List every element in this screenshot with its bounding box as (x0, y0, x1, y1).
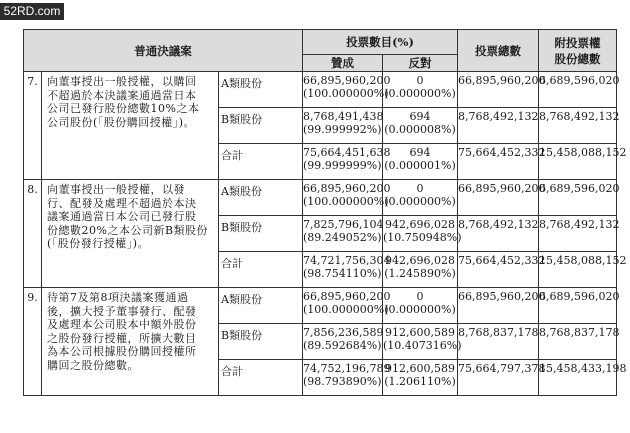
against-value: 942,696,028 (385, 254, 455, 267)
against-value: 912,600,589 (385, 362, 455, 375)
for-percent: (89.592684%) (303, 339, 382, 352)
resolution-description (42, 72, 219, 180)
total-votes: 75,664,797,378 (458, 360, 539, 396)
for-percent: (99.999992%) (303, 123, 382, 136)
against-percent: (0.000000%) (384, 195, 456, 208)
against-value: 694 (409, 146, 431, 159)
attached-shares: 8,768,492,132 (539, 216, 617, 252)
share-class-label: B類股份 (219, 324, 303, 360)
description-line: 及處理本公司股本中額外股份 (47, 318, 197, 331)
for-percent: (89.249052%) (303, 231, 382, 244)
header-attached-line2: 股份總數 (554, 51, 601, 66)
description-line: (「股份發行授權」)。 (47, 237, 150, 250)
table-row (24, 180, 617, 216)
voting-results-table (23, 29, 627, 396)
attached-shares: 6,689,596,020 (539, 180, 617, 216)
header-row (24, 30, 617, 55)
total-votes: 8,768,837,178 (458, 324, 539, 360)
against-percent: (1.245890%) (384, 267, 456, 280)
against-percent: (0.000008%) (384, 123, 456, 136)
against-value: 942,696,028 (385, 218, 455, 231)
for-votes (303, 180, 391, 216)
against-votes (383, 288, 458, 324)
for-percent: (98.793890%) (303, 375, 382, 388)
header-resolution: 普通決議案 (24, 30, 303, 72)
for-value: 7,856,236,589 (303, 326, 384, 339)
for-votes (303, 324, 383, 360)
description-line: 公司股份(「股份購回授權」)。 (47, 115, 196, 129)
description-line: 後，擴大授予董事發行、配發 (47, 304, 197, 318)
total-votes: 66,895,960,200 (458, 288, 539, 324)
resolution-description (42, 180, 219, 288)
share-class-label: B類股份 (219, 108, 303, 144)
for-percent: (98.754110%) (303, 267, 382, 280)
for-value: 7,825,796,104 (303, 218, 384, 231)
description-line: 份總數20%之本公司新B類股份 (47, 223, 209, 237)
description-line: 之股份發行授權，所擴大數目 (47, 331, 197, 345)
attached-shares: 6,689,596,020 (539, 72, 617, 108)
share-class-label: A類股份 (219, 180, 303, 216)
against-percent: (0.000000%) (384, 87, 456, 100)
for-votes (303, 108, 383, 144)
total-votes: 75,664,452,332 (458, 252, 539, 288)
against-value: 912,600,589 (385, 326, 455, 339)
description-line: 購回之股份總數。 (47, 358, 139, 372)
watermark-logo: 52RD.com (0, 3, 64, 20)
header-attached-line1: 附投票權 (554, 35, 601, 50)
description-line: 向董事授出一般授權，以購回 (47, 75, 197, 88)
against-votes (383, 180, 458, 216)
against-percent: (1.206110%) (384, 375, 456, 388)
for-votes (303, 360, 391, 396)
for-value: 74,721,756,304 (303, 254, 391, 267)
for-value: 66,895,960,200 (303, 74, 391, 87)
header-against: 反對 (383, 55, 458, 72)
share-class-label: B類股份 (219, 216, 303, 252)
attached-shares: 15,458,088,152 (539, 252, 617, 288)
for-percent: (100.000000%) (303, 195, 389, 208)
attached-shares: 15,458,433,198 (539, 360, 617, 396)
description-line: 不超過於本決議案通過當日本 (47, 88, 197, 102)
for-votes (303, 144, 391, 180)
description-line: 為本公司根據股份購回授權所 (47, 345, 197, 358)
total-votes: 66,895,960,200 (458, 180, 539, 216)
against-votes (383, 108, 458, 144)
attached-shares: 8,768,492,132 (539, 108, 617, 144)
against-percent: (0.000001%) (384, 159, 456, 172)
attached-shares: 6,689,596,020 (539, 288, 617, 324)
share-class-label: A類股份 (219, 288, 303, 324)
for-percent: (100.000000%) (303, 87, 389, 100)
for-percent: (100.000000%) (303, 303, 389, 316)
against-percent: (10.750948%) (383, 231, 462, 244)
against-percent: (10.407316%) (383, 339, 462, 352)
share-class-label: 合計 (219, 360, 303, 396)
resolution-description (42, 288, 219, 396)
description-line: 行、配發及處理不超過於本決 (47, 196, 197, 210)
share-class-label: 合計 (219, 252, 303, 288)
against-votes (383, 324, 462, 360)
against-votes (383, 252, 458, 288)
for-votes (303, 72, 391, 108)
for-value: 66,895,960,200 (303, 290, 391, 303)
description-line: 公司已發行股份總數10%之本 (47, 102, 200, 115)
for-percent: (99.999999%) (303, 159, 382, 172)
against-value: 0 (416, 182, 424, 195)
table-row (24, 288, 617, 324)
for-value: 66,895,960,200 (303, 182, 391, 195)
share-class-label: 合計 (219, 144, 303, 180)
for-votes (303, 252, 391, 288)
attached-shares: 8,768,837,178 (539, 324, 617, 360)
against-votes (383, 72, 458, 108)
description-line: 待第7及第8項決議案獲通過 (47, 291, 189, 304)
resolution-number: 8. (24, 180, 42, 288)
resolution-number: 7. (24, 72, 42, 180)
table-body (24, 72, 627, 396)
header-votes: 投票數目(%) (303, 30, 458, 55)
header-total: 投票總數 (458, 30, 539, 72)
for-votes (303, 216, 383, 252)
total-votes: 8,768,492,132 (458, 216, 539, 252)
header-attached (539, 30, 617, 72)
against-votes (383, 216, 462, 252)
description-line: 議案通過當日本公司已發行股 (47, 210, 197, 223)
for-value: 75,664,451,638 (303, 146, 391, 159)
total-votes: 66,895,960,200 (458, 72, 539, 108)
against-value: 694 (409, 110, 431, 123)
against-value: 0 (416, 290, 424, 303)
description-line: 向董事授出一般授權，以發 (47, 183, 185, 196)
against-votes (383, 360, 458, 396)
against-value: 0 (416, 74, 424, 87)
header-for: 贊成 (303, 55, 383, 72)
against-votes (383, 144, 458, 180)
against-percent: (0.000000%) (384, 303, 456, 316)
total-votes: 75,664,452,332 (458, 144, 539, 180)
share-class-label: A類股份 (219, 72, 303, 108)
resolution-number: 9. (24, 288, 42, 396)
total-votes: 8,768,492,132 (458, 108, 539, 144)
table-row (24, 72, 617, 108)
for-votes (303, 288, 391, 324)
for-value: 74,752,196,789 (303, 362, 391, 375)
for-value: 8,768,491,438 (303, 110, 384, 123)
attached-shares: 15,458,088,152 (539, 144, 617, 180)
